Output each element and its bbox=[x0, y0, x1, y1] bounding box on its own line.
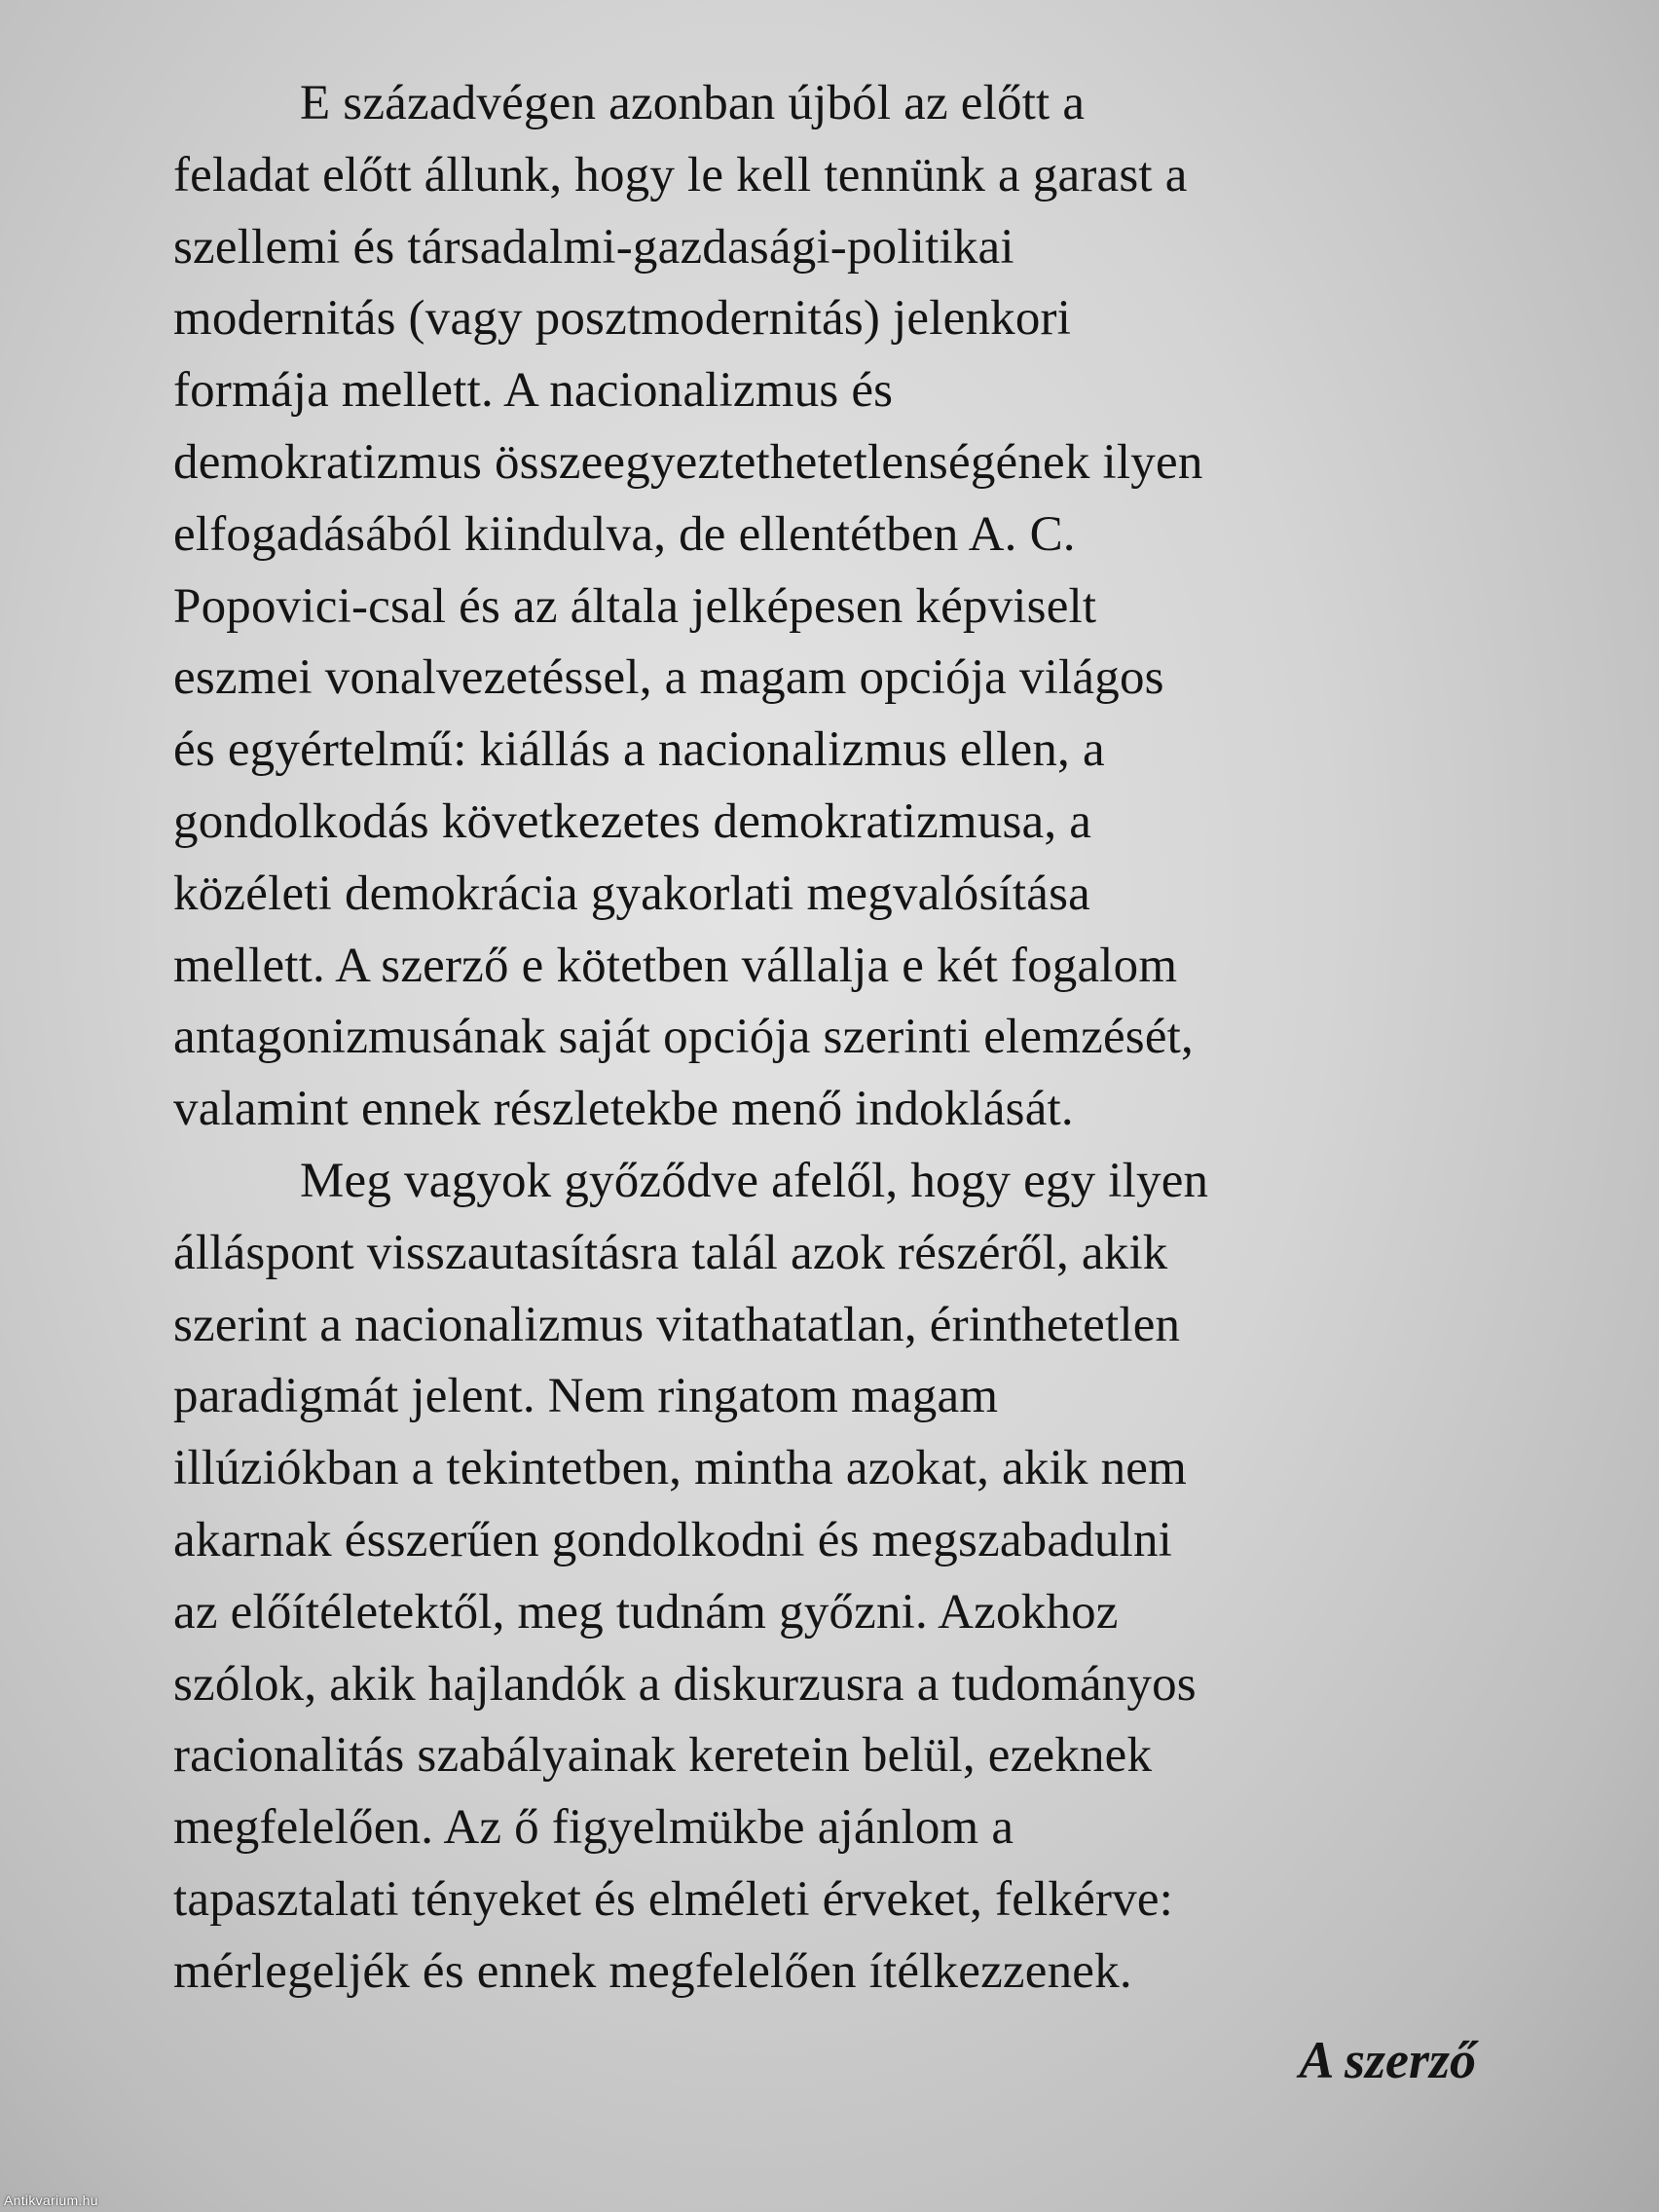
text-line: feladat előtt állunk, hogy le kell tennünk a garast a bbox=[173, 147, 1188, 203]
text-line: gondolkodás következetes demokratizmusa, a bbox=[173, 793, 1092, 849]
text-line: eszmei vonalvezetéssel, a magam opciója világos bbox=[173, 650, 1164, 706]
text-line: valamint ennek részletekbe menő indoklását. bbox=[173, 1082, 1074, 1137]
text-line: az előítéletektől, meg tudnám győzni. Azokhoz bbox=[173, 1584, 1119, 1640]
text-line: elfogadásából kiindulva, de ellentétben A. C. bbox=[173, 506, 1076, 562]
text-line: racionalitás szabályainak keretein belül, ezeknek bbox=[173, 1728, 1153, 1784]
text-line: megfelelően. Az ő figyelmükbe ajánlom a bbox=[173, 1800, 1014, 1856]
text-line: modernitás (vagy posztmodernitás) jelenkori bbox=[173, 291, 1072, 347]
text-line: és egyértelmű: kiállás a nacionalizmus ellen, a bbox=[173, 722, 1105, 778]
text-line: illúziókban a tekintetben, mintha azokat, akik nem bbox=[173, 1441, 1188, 1496]
text-line: E századvégen azonban újból az előtt a bbox=[300, 76, 1086, 130]
text-line: szólok, akik hajlandók a diskurzusra a tudományos bbox=[173, 1656, 1197, 1712]
text-line: antagonizmusának saját opciója szerinti elemzését, bbox=[173, 1010, 1195, 1065]
text-line: Meg vagyok győződve afelől, hogy egy ilyen bbox=[300, 1153, 1209, 1208]
text-line: Popovici-csal és az általa jelképesen képviselt bbox=[173, 578, 1097, 634]
text-line: szerint a nacionalizmus vitathatatlan, érinthetetlen bbox=[173, 1297, 1181, 1352]
text-line: demokratizmus összeegyeztethetetlenségének ilyen bbox=[173, 434, 1203, 490]
text-line: formája mellett. A nacionalizmus és bbox=[173, 363, 894, 419]
text-line: közéleti demokrácia gyakorlati megvalósítása bbox=[173, 866, 1091, 921]
body-text bbox=[173, 68, 1458, 2009]
text-line: tapasztalati tényeket és elméleti érveket, felkérve: bbox=[173, 1871, 1174, 1927]
text-line: paradigmát jelent. Nem ringatom magam bbox=[173, 1369, 999, 1424]
text-line: szellemi és társadalmi-gazdasági-politikai bbox=[173, 219, 1014, 275]
text-line: álláspont visszautasításra talál azok részéről, akik bbox=[173, 1225, 1168, 1280]
watermark: Antikvarium.hu bbox=[4, 2193, 98, 2208]
text-line: mérlegeljék és ennek megfelelően ítélkezzenek. bbox=[173, 1943, 1132, 1999]
text-line: akarnak ésszerűen gondolkodni és megszabadulni bbox=[173, 1512, 1173, 1567]
signature: A szerző bbox=[1299, 2031, 1476, 2089]
text-line: mellett. A szerző e kötetben vállalja e két fogalom bbox=[173, 938, 1178, 993]
